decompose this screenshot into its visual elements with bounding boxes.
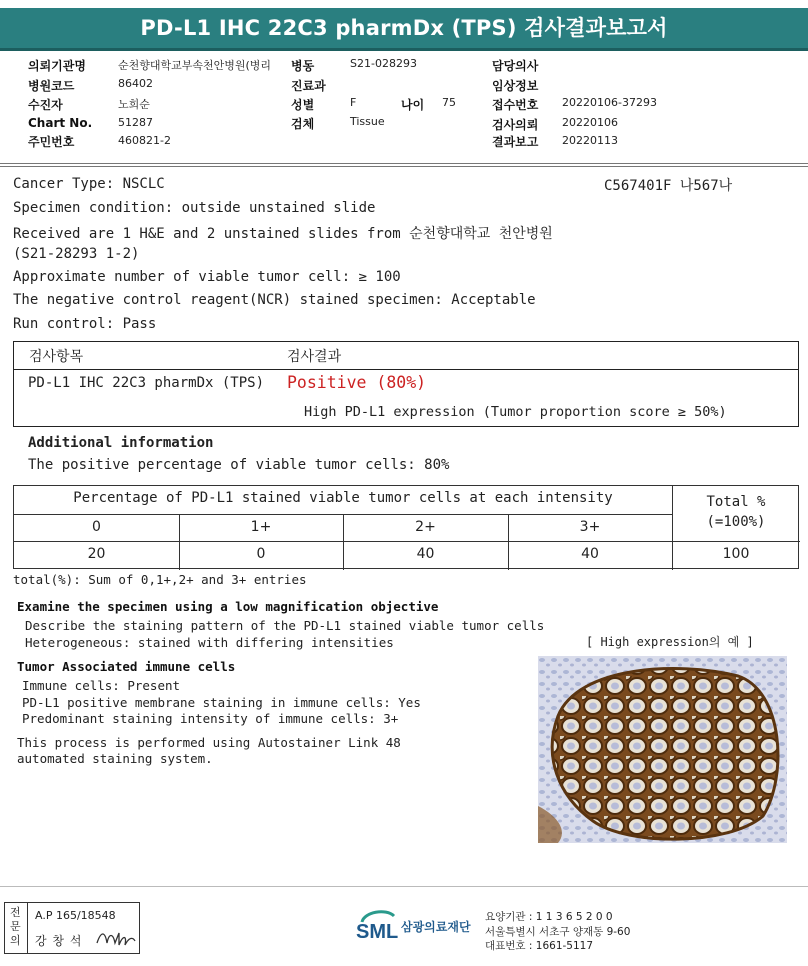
intensity-caption: Percentage of PD-L1 stained viable tumor cells at each intensity — [73, 490, 613, 506]
clinical-info-label: 임상정보 — [492, 79, 539, 93]
chart-no-value: 51287 — [118, 116, 153, 129]
report-title-bar — [0, 8, 808, 51]
footer-divider — [0, 886, 808, 887]
test-result: Positive (80%) — [287, 373, 427, 392]
immune-line-3: Predominant staining intensity of immune cells: 3+ — [22, 711, 399, 726]
total-note: total(%): Sum of 0,1+,2+ and 3+ entries — [13, 572, 307, 587]
examine-line-2: Heterogeneous: stained with differing intensities — [25, 635, 394, 650]
specimen-label: 검체 — [291, 117, 315, 131]
intensity-header-0: 0 — [92, 519, 101, 535]
intensity-total: 100 — [722, 546, 750, 562]
immune-line-2: PD-L1 positive membrane staining in immune cells: Yes — [22, 695, 421, 710]
patient-value: 노희순 — [118, 98, 150, 111]
immune-heading: Tumor Associated immune cells — [17, 659, 236, 674]
slide-reference: (S21-28293 1-2) — [13, 246, 140, 262]
address: 서울특별시 서초구 양재동 9-60 — [485, 926, 631, 938]
cancer-type: Cancer Type: NSCLC — [13, 176, 165, 192]
col-result-header: 검사결과 — [287, 349, 342, 365]
handwritten-signature — [95, 927, 137, 949]
age-label: 나이 — [401, 98, 425, 112]
process-line-1: This process is performed using Autostainer Link 48 — [17, 735, 401, 750]
chart-no-label: Chart No. — [28, 116, 93, 130]
specimen-code: C567401F 나567나 — [604, 178, 733, 194]
run-control: Run control: Pass — [13, 316, 157, 332]
col-item-header: 검사항목 — [29, 349, 84, 365]
request-date-value: 20220106 — [562, 116, 618, 129]
intensity-header-3plus: 3+ — [579, 519, 601, 535]
received-slides: Received are 1 H&E and 2 unstained slides from 순천향대학교 천안병원 — [13, 226, 553, 242]
signer-name: 강 창 석 — [35, 934, 83, 948]
institution-label: 의뢰기관명 — [28, 59, 86, 73]
report-date-label: 결과보고 — [492, 135, 539, 149]
ncr-result: The negative control reagent(NCR) stained specimen: Acceptable — [13, 292, 536, 308]
examine-line-1: Describe the staining pattern of the PD-L1 stained viable tumor cells — [25, 618, 545, 633]
sml-logo-icon — [356, 906, 398, 946]
intensity-table — [13, 485, 799, 569]
sex-value: F — [350, 96, 357, 109]
doctor-label: 담당의사 — [492, 59, 539, 73]
ihc-micrograph-image — [538, 656, 787, 843]
immune-line-1: Immune cells: Present — [22, 678, 181, 693]
ward-value: S21-028293 — [350, 57, 417, 70]
id-no-value: 460821-2 — [118, 134, 171, 147]
result-table — [13, 341, 799, 427]
phone-number: 대표번호 : 1661-5117 — [485, 940, 594, 952]
specialist-label: 전문의 — [10, 906, 21, 947]
process-line-2: automated staining system. — [17, 751, 213, 766]
intensity-value-0: 20 — [87, 546, 106, 562]
ap-number: A.P 165/18548 — [35, 909, 116, 922]
hospital-code-value: 86402 — [118, 77, 153, 90]
report-title: PD-L1 IHC 22C3 pharmDx (TPS) 검사결과보고서 — [140, 16, 668, 40]
header-divider-2 — [0, 166, 808, 167]
request-date-label: 검사의뢰 — [492, 118, 539, 132]
id-no-label: 주민번호 — [28, 135, 75, 149]
age-value: 75 — [442, 96, 456, 109]
viable-cell-count: Approximate number of viable tumor cell: ≥ 100 — [13, 269, 401, 285]
sex-label: 성별 — [291, 98, 315, 112]
patient-label: 수진자 — [28, 98, 63, 112]
signature-box — [4, 902, 140, 954]
positive-percentage: The positive percentage of viable tumor cells: 80% — [28, 457, 450, 473]
intensity-header-2plus: 2+ — [415, 519, 436, 535]
total-header-1: Total % — [706, 494, 766, 510]
receipt-no-label: 접수번호 — [492, 98, 539, 112]
ward-label: 병동 — [291, 59, 315, 73]
additional-info-heading: Additional information — [28, 435, 214, 451]
header-row-divider — [14, 541, 800, 542]
intensity-value-2plus: 40 — [416, 546, 435, 562]
total-header-2: (=100%) — [706, 514, 766, 530]
hospital-code-label: 병원코드 — [28, 79, 75, 93]
org-name: 삼광의료재단 — [401, 920, 471, 934]
specimen-condition: Specimen condition: outside unstained slide — [13, 200, 376, 216]
intensity-value-3plus: 40 — [581, 546, 599, 562]
institution-value: 순천향대학교부속천안병원(병리 — [118, 59, 272, 72]
intensity-value-1plus: 0 — [256, 546, 266, 562]
header-divider — [0, 163, 808, 164]
sml-logo — [356, 906, 476, 946]
examine-heading: Examine the specimen using a low magnification objective — [17, 599, 439, 614]
report-date-value: 20220113 — [562, 134, 618, 147]
logo-text: SML — [356, 921, 398, 943]
department-label: 진료과 — [291, 79, 326, 93]
image-caption: [ High expression의 예 ] — [586, 635, 754, 649]
intensity-header-1plus: 1+ — [250, 519, 272, 535]
receipt-no-value: 20220106-37293 — [562, 96, 657, 109]
result-table-header-row — [14, 342, 798, 370]
specimen-value: Tissue — [350, 115, 385, 128]
expression-level: High PD-L1 expression (Tumor proportion score ≥ 50%) — [304, 404, 727, 420]
test-item: PD-L1 IHC 22C3 pharmDx (TPS) — [28, 375, 265, 391]
institution-number: 요양기관 : 1 1 3 6 5 2 0 0 — [485, 911, 613, 923]
